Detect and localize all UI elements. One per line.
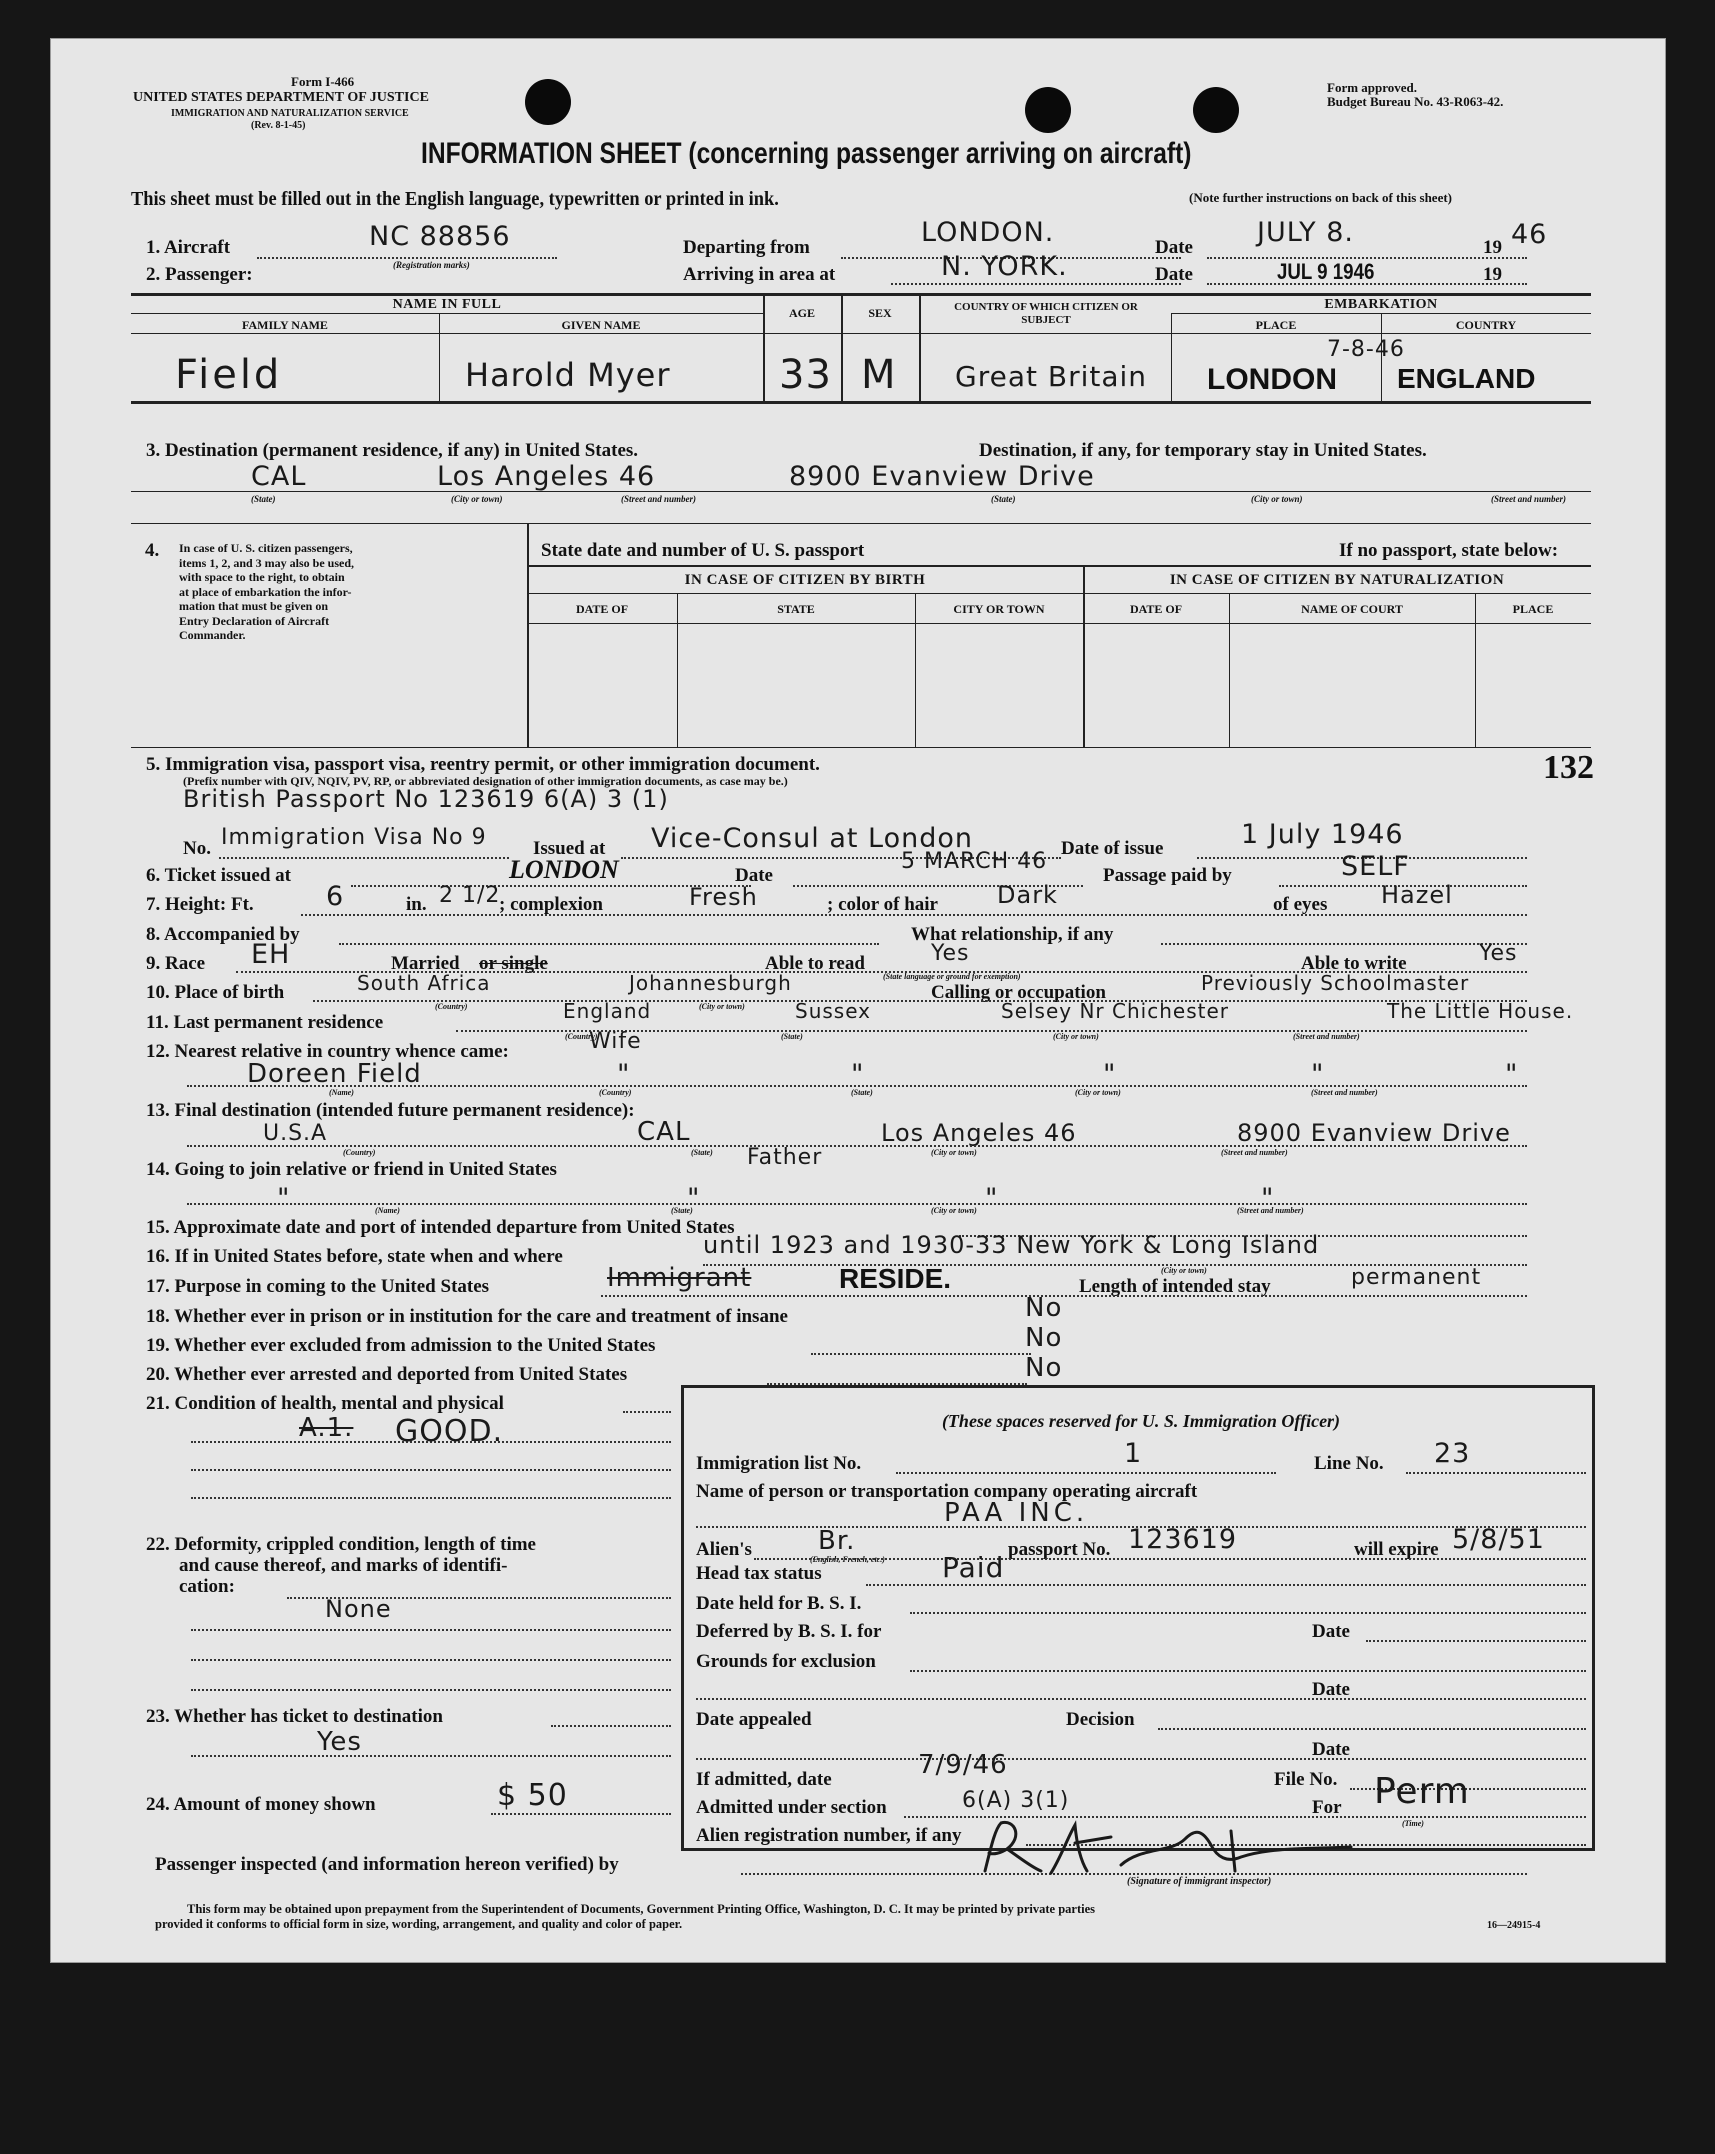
prior-visit-label: 16. If in United States before, state when and where <box>146 1246 563 1267</box>
family-name-value: Field <box>175 352 283 398</box>
ditto: " <box>1103 1059 1117 1090</box>
agency-line-2: IMMIGRATION AND NATURALIZATION SERVICE <box>171 108 409 119</box>
caption-city: (City or town) <box>931 1148 977 1157</box>
final-street: 8900 Evanview Drive <box>1237 1119 1511 1147</box>
section-label: Admitted under section <box>696 1797 887 1818</box>
note-line: Entry Declaration of Aircraft <box>179 613 330 628</box>
relative-relationship: Wife <box>589 1029 642 1054</box>
married-label: Married <box>391 953 460 974</box>
officer-title: (These spaces reserved for U. S. Immigration Officer) <box>941 1411 1341 1431</box>
birth-country: South Africa <box>357 971 491 995</box>
headtax-label: Head tax status <box>696 1563 822 1584</box>
occupation-label: Calling or occupation <box>931 982 1106 1003</box>
naturalization-header: IN CASE OF CITIZEN BY NATURALIZATION <box>1169 572 1505 588</box>
ditto: " <box>1311 1059 1325 1090</box>
caption-street-temp: (Street and number) <box>1491 494 1567 504</box>
last-residence-label: 11. Last permanent residence <box>146 1012 384 1033</box>
ditto: " <box>1261 1183 1275 1214</box>
col-court: NAME OF COURT <box>1301 602 1403 616</box>
caption-name: (Name) <box>375 1206 400 1215</box>
list-label: Immigration list No. <box>696 1453 862 1474</box>
destination-label: 3. Destination (permanent residence, if any) in United States. <box>146 440 639 461</box>
year-prefix: 19 <box>1483 237 1502 258</box>
passport-value: 123619 <box>1128 1524 1238 1555</box>
given-name-value: Harold Myer <box>465 356 671 394</box>
signature-caption: (Signature of immigrant inspector) <box>1127 1876 1272 1887</box>
read-label: Able to read <box>765 953 865 974</box>
ticket-date-value: 5 MARCH 46 <box>901 849 1048 874</box>
temp-destination-label: Destination, if any, for temporary stay in United States. <box>979 440 1427 461</box>
ticket-label: 6. Ticket issued at <box>146 865 291 886</box>
headtax-value: Paid <box>942 1551 1005 1584</box>
occupation-value: Previously Schoolmaster <box>1201 971 1470 995</box>
officer-box <box>681 1385 1595 1851</box>
deformity-label-3: cation: <box>179 1576 235 1597</box>
birth-city: Johannesburgh <box>629 971 792 995</box>
caption-country: (Country) <box>435 1002 468 1011</box>
col-place: PLACE <box>1512 602 1554 616</box>
nat-caption: (English, French, etc.) <box>810 1555 885 1564</box>
country-header: COUNTRY <box>1455 318 1517 332</box>
age-value: 33 <box>779 352 832 398</box>
name-in-full-header: NAME IN FULL <box>392 297 502 312</box>
admitted-value: 7/9/46 <box>918 1750 1008 1780</box>
caption-city-temp: (City or town) <box>1251 494 1303 504</box>
item-4-label: 4. <box>145 540 160 561</box>
sex-header: SEX <box>868 306 892 320</box>
citizen-header: COUNTRY OF WHICH CITIZEN OR SUBJECT <box>954 301 1138 326</box>
health-value: GOOD. <box>395 1414 504 1449</box>
footer-code: 16—24915-4 <box>1487 1920 1541 1931</box>
reg-caption: (Registration marks) <box>393 260 470 270</box>
caption-state: (State) <box>251 494 276 504</box>
list-value: 1 <box>1124 1438 1143 1469</box>
deformity-value: None <box>325 1595 392 1623</box>
ditto: " <box>1505 1059 1519 1090</box>
prison-label: 18. Whether ever in prison or in institution for the care and treatment of insane <box>146 1306 788 1327</box>
grounds-label: Grounds for exclusion <box>696 1651 876 1672</box>
stay-value: permanent <box>1351 1265 1482 1290</box>
aliens-label: Alien's <box>696 1539 752 1560</box>
height-in: 2 1/2 <box>439 883 501 908</box>
note-line: with space to the right, to obtain <box>179 570 345 584</box>
embarkation-header: EMBARKATION <box>1324 297 1438 312</box>
purpose-value: RESIDE. <box>839 1263 952 1294</box>
caption-city: (City or town) <box>451 494 503 504</box>
stamp-number: 132 <box>1543 749 1594 786</box>
stay-label: Length of intended stay <box>1079 1276 1271 1297</box>
passport-section <box>131 523 1591 749</box>
passenger-label: 2. Passenger: <box>146 264 253 285</box>
birthplace-label: 10. Place of birth <box>146 982 285 1003</box>
given-name-header: GIVEN NAME <box>561 318 641 332</box>
residence-street: The Little House. <box>1387 999 1574 1023</box>
caption-state-temp: (State) <box>991 494 1016 504</box>
inspector-signature <box>971 1817 1411 1881</box>
birth-header: IN CASE OF CITIZEN BY BIRTH <box>684 572 926 588</box>
caption-street: (Street and number) <box>621 494 697 504</box>
complexion-value: Fresh <box>689 883 758 911</box>
destination-city: Los Angeles 46 <box>437 461 656 492</box>
deformity-label-2: and cause thereof, and marks of identifi- <box>179 1555 508 1576</box>
final-country: U.S.A <box>263 1121 328 1146</box>
departing-value: LONDON. <box>921 217 1055 248</box>
place-header: PLACE <box>1255 318 1297 332</box>
us-passport-label: State date and number of U. S. passport <box>541 540 865 561</box>
ditto: " <box>851 1059 865 1090</box>
col-date-of: DATE OF <box>575 602 629 616</box>
operator-value: PAA INC. <box>944 1498 1089 1528</box>
instruction: This sheet must be filled out in the English language, typewritten or printed in ink. <box>131 188 779 210</box>
col-date-of-nat: DATE OF <box>1129 602 1183 616</box>
caption-country: (Country) <box>599 1088 632 1097</box>
write-label: Able to write <box>1301 953 1407 974</box>
health-label: 21. Condition of health, mental and physical <box>146 1393 504 1414</box>
caption-city: (City or town) <box>1053 1032 1099 1041</box>
paid-label: Passage paid by <box>1103 865 1232 886</box>
residence-country: England <box>563 999 652 1023</box>
decision-label: Decision <box>1066 1709 1135 1730</box>
aliens-value: Br. <box>818 1526 856 1556</box>
footer-line-1: This form may be obtained upon prepayment from the Superintendent of Documents, Government Printing Office, Washington, D. C. It may be printed by private parties <box>187 1902 1095 1916</box>
date-issue-value: 1 July 1946 <box>1241 819 1404 850</box>
caption-street: (Street and number) <box>1293 1032 1360 1041</box>
approved-line-1: Form approved. <box>1327 80 1418 95</box>
arriving-value: N. YORK. <box>941 251 1068 282</box>
time-caption: (Time) <box>1402 1819 1424 1828</box>
sex-value: M <box>861 352 897 398</box>
arriving-label: Arriving in area at <box>683 264 836 285</box>
caption-city: (City or town) <box>1075 1088 1121 1097</box>
destination-state: CAL <box>251 461 307 492</box>
date-issue-label: Date of issue <box>1061 838 1164 859</box>
date-label: Date <box>1155 237 1193 258</box>
ditto: " <box>985 1183 999 1214</box>
complexion-label: ; complexion <box>499 894 603 915</box>
appealed-label: Date appealed <box>696 1709 812 1730</box>
lang-caption: (State language or ground for exemption) <box>883 972 1021 981</box>
residence-city: Selsey Nr Chichester <box>1001 999 1229 1023</box>
departing-label: Departing from <box>683 237 810 258</box>
health-struck: A.1. <box>299 1413 354 1443</box>
ditto: " <box>687 1183 701 1214</box>
caption-city: (City or town) <box>1161 1266 1207 1275</box>
embarkation-place: LONDON <box>1207 363 1337 396</box>
money-label: 24. Amount of money shown <box>146 1794 376 1815</box>
item-5-label: 5. Immigration visa, passport visa, reentry permit, or other immigration document. <box>146 754 820 775</box>
no-label: No. <box>183 838 211 859</box>
form-number: Form I-466 <box>291 74 355 89</box>
bsi-label: Date held for B. S. I. <box>696 1593 862 1614</box>
punch-hole <box>1193 87 1239 133</box>
year-value: 46 <box>1511 219 1548 250</box>
visa-number: Immigration Visa No 9 <box>221 825 487 850</box>
final-state: CAL <box>637 1117 691 1147</box>
no-passport-label: If no passport, state below: <box>1339 540 1559 561</box>
final-city: Los Angeles 46 <box>881 1119 1077 1147</box>
approved-line-2: Budget Bureau No. 43-R063-42. <box>1327 94 1504 109</box>
deported-label: 20. Whether ever arrested and deported from United States <box>146 1364 628 1385</box>
ditto: " <box>277 1183 291 1214</box>
aircraft-value: NC 88856 <box>369 221 511 252</box>
race-label: 9. Race <box>146 953 206 974</box>
read-value: Yes <box>931 941 970 966</box>
purpose-label: 17. Purpose in coming to the United States <box>146 1276 490 1297</box>
write-value: Yes <box>1479 941 1518 966</box>
citizen-value: Great Britain <box>955 360 1148 393</box>
departure-label: 15. Approximate date and port of intended departure from United States <box>146 1217 735 1238</box>
ticket-dest-value: Yes <box>317 1727 362 1757</box>
date-label-2: Date <box>1155 264 1193 285</box>
passport-line: British Passport No 123619 6(A) 3 (1) <box>183 785 669 813</box>
height-ft: 6 <box>326 881 345 912</box>
residence-state: Sussex <box>795 999 871 1023</box>
aircraft-label: 1. Aircraft <box>146 237 231 258</box>
note-line: In case of U. S. citizen passengers, <box>179 541 353 555</box>
name-table <box>131 293 1591 405</box>
note-line: Commander. <box>179 628 246 642</box>
embarkation-country: ENGLAND <box>1397 363 1536 394</box>
race-value: EH <box>251 939 291 970</box>
note-line: at place of embarkation the infor- <box>179 584 352 599</box>
excluded-value: No <box>1025 1323 1063 1353</box>
deformity-label-1: 22. Deformity, crippled condition, length of time <box>146 1534 536 1555</box>
year-prefix-2: 19 <box>1483 264 1502 285</box>
col-city: CITY OR TOWN <box>953 602 1045 616</box>
ditto: " <box>617 1059 631 1090</box>
height-label: 7. Height: Ft. <box>146 894 254 915</box>
destination-street: 8900 Evanview Drive <box>789 461 1095 492</box>
caption-state: (State) <box>781 1032 803 1041</box>
final-destination-label: 13. Final destination (intended future permanent residence): <box>146 1100 635 1121</box>
issued-value: Vice-Consul at London <box>651 823 974 854</box>
citizen-note <box>179 541 409 643</box>
expire-label: will expire <box>1354 1539 1439 1560</box>
agency-line-1: UNITED STATES DEPARTMENT OF JUSTICE <box>133 90 429 105</box>
departure-date: JULY 8. <box>1257 217 1355 248</box>
punch-hole <box>1025 87 1071 133</box>
accompanied-label: 8. Accompanied by <box>146 924 300 945</box>
revision: (Rev. 8-1-45) <box>251 120 306 131</box>
hair-label: ; color of hair <box>827 894 938 915</box>
caption-city: (City or town) <box>699 1002 745 1011</box>
caption-country: (Country) <box>343 1148 376 1157</box>
issued-label: Issued at <box>533 838 606 859</box>
line-value: 23 <box>1434 1438 1471 1469</box>
caption-street: (Street and number) <box>1237 1206 1304 1215</box>
decision-date-label: Date <box>1312 1739 1350 1760</box>
operator-label: Name of person or transportation company operating aircraft <box>696 1481 1198 1502</box>
money-value: $ 50 <box>497 1778 568 1813</box>
eyes-value: Hazel <box>1381 881 1453 909</box>
relative-name: Doreen Field <box>247 1059 422 1089</box>
caption-city: (City or town) <box>931 1206 977 1215</box>
purpose-struck: Immigrant <box>607 1263 752 1293</box>
col-state: STATE <box>777 602 815 616</box>
note-line: mation that must be given on <box>179 599 329 613</box>
prison-value: No <box>1025 1293 1063 1323</box>
paid-value: SELF <box>1341 851 1410 882</box>
ticket-dest-label: 23. Whether has ticket to destination <box>146 1706 443 1727</box>
file-label: File No. <box>1274 1769 1338 1790</box>
caption-state: (State) <box>671 1206 693 1215</box>
for-label: For <box>1312 1797 1342 1818</box>
caption-country: (Country) <box>565 1032 598 1041</box>
deported-value: No <box>1025 1353 1063 1383</box>
join-relative-value: Father <box>747 1145 823 1170</box>
caption-state: (State) <box>691 1148 713 1157</box>
single-label: or single <box>479 953 548 974</box>
caption-street: (Street and number) <box>1221 1148 1288 1157</box>
excluded-label: 19. Whether ever excluded from admission to the United States <box>146 1335 656 1356</box>
form-sheet <box>50 38 1666 1963</box>
grounds-date-label: Date <box>1312 1679 1350 1700</box>
expire-value: 5/8/51 <box>1452 1524 1545 1555</box>
caption-name: (Name) <box>329 1088 354 1097</box>
passport-label: passport No. <box>1008 1539 1111 1560</box>
inspected-label: Passenger inspected (and information hereon verified) by <box>155 1854 619 1875</box>
footer-line-2: provided it conforms to official form in size, wording, arrangement, and quality and color of paper. <box>155 1917 683 1931</box>
punch-hole <box>525 79 571 125</box>
nearest-relative-label: 12. Nearest relative in country whence came: <box>146 1041 509 1062</box>
embarkation-date: 7-8-46 <box>1327 337 1405 362</box>
prior-visit-value: until 1923 and 1930-33 New York & Long Island <box>703 1231 1320 1259</box>
form-title: INFORMATION SHEET (concerning passenger arriving on aircraft) <box>421 137 1192 170</box>
join-relative-label: 14. Going to join relative or friend in United States <box>146 1159 557 1180</box>
admitted-label: If admitted, date <box>696 1769 832 1790</box>
for-value: Perm <box>1374 1771 1470 1812</box>
note-line: items 1, 2, and 3 may also be used, <box>179 555 355 570</box>
deferred-label: Deferred by B. S. I. for <box>696 1621 882 1642</box>
arrival-date-stamp: JUL 9 1946 <box>1277 259 1375 284</box>
relationship-label: What relationship, if any <box>911 924 1114 945</box>
ticket-date-label: Date <box>735 865 773 886</box>
inches-label: in. <box>406 894 427 915</box>
note: (Note further instructions on back of this sheet) <box>1189 190 1452 205</box>
deferred-date-label: Date <box>1312 1621 1350 1642</box>
alien-reg-label: Alien registration number, if any <box>696 1825 962 1846</box>
family-name-header: FAMILY NAME <box>242 318 328 332</box>
caption-state: (State) <box>851 1088 873 1097</box>
age-header: AGE <box>788 306 815 320</box>
line-label: Line No. <box>1314 1453 1384 1474</box>
eyes-label: of eyes <box>1273 894 1328 915</box>
ticket-value: LONDON <box>509 855 619 884</box>
hair-value: Dark <box>997 881 1058 909</box>
section-value: 6(A) 3(1) <box>962 1788 1070 1813</box>
prefix-note: (Prefix number with QIV, NQIV, PV, RP, or abbreviated designation of other immigration documents, as case may be.) <box>183 774 788 788</box>
caption-street: (Street and number) <box>1311 1088 1378 1097</box>
